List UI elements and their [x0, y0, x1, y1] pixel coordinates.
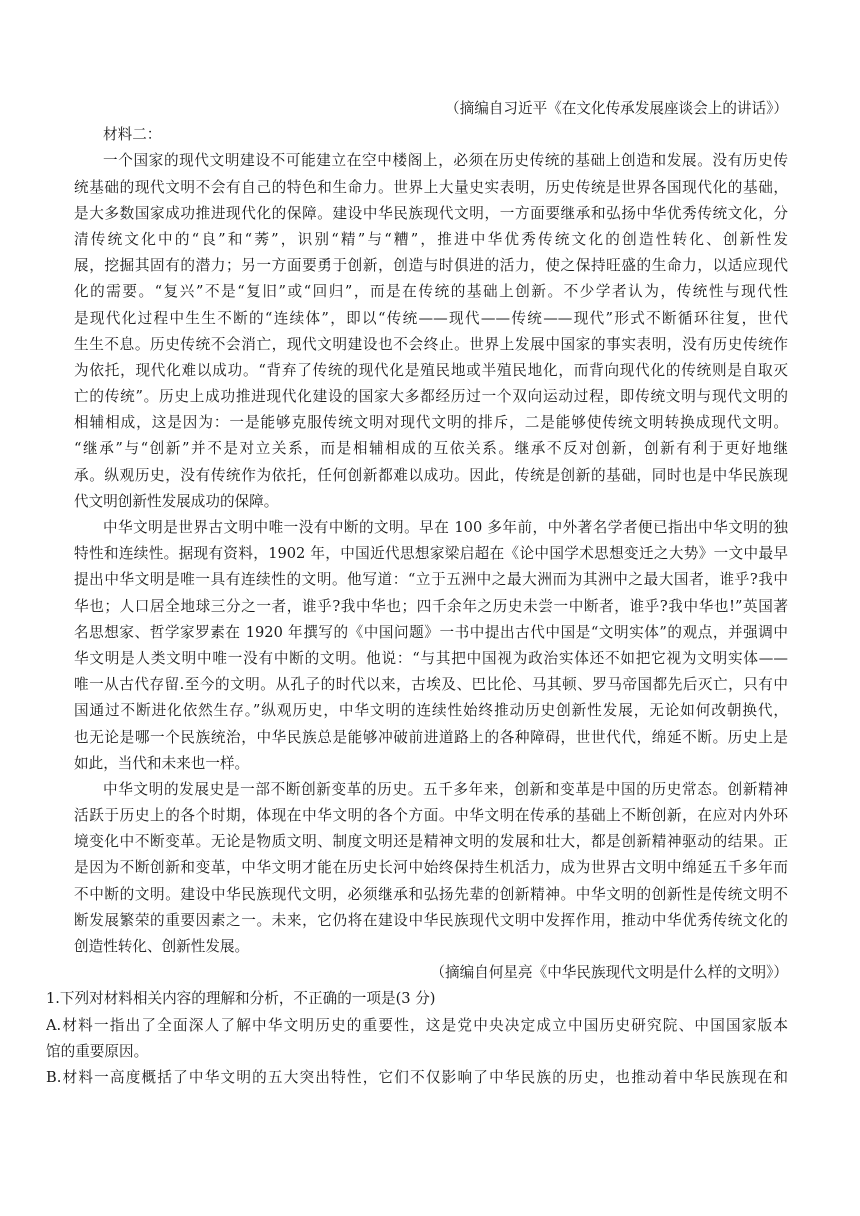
material-label: 材料二： — [103, 126, 162, 144]
paragraph-line: 清传统文化中的“良”和“莠”，识别“精”与“糟”，推进中华优秀传统文化的创造性转化、创新性发 — [74, 230, 788, 248]
paragraph-line: 化的需要。“复兴”不是“复旧”或“回归”，而是在传统的基础上创新。不少学者认为，传统性与现代性 — [74, 283, 788, 301]
source-citation-2: （摘编自何星亮《中华民族现代文明是什么样的文明》） — [430, 964, 788, 982]
paragraph-line: 提出中华文明是唯一具有连续性的文明。他写道：“立于五洲中之最大洲而为其洲中之最大国者，谁乎?我中 — [74, 571, 788, 589]
paragraph-3 — [74, 777, 788, 960]
paragraph-line: 华文明是人类文明中唯一没有中断的文明。他说：“与其把中国视为政治实体还不如把它视为文明实体—— — [74, 649, 788, 667]
document-page — [46, 96, 788, 1091]
option-a-line: 馆的重要原因。 — [46, 1042, 149, 1060]
paragraph-line: 代文明创新性发展成功的保障。 — [74, 492, 279, 510]
paragraph-line: 中华文明的发展史是一部不断创新变革的历史。五千多年来，创新和变革是中国的历史常态。创新精神 — [103, 780, 788, 798]
paragraph-line: 华也；人口居全地球三分之一者，谁乎?我中华也；四千余年之历史未尝一中断者，谁乎?我中华也!”英国著 — [74, 597, 788, 615]
paragraph-line: 是大多数国家成功推进现代化的保障。建设中华民族现代文明，一方面要继承和弘扬中华优秀传统文化，分 — [74, 204, 788, 222]
paragraph-line: “继承”与“创新”并不是对立关系，而是相辅相成的互依关系。继承不反对创新，创新有利于更好地继 — [74, 440, 788, 458]
paragraph-line: 是现代化过程中生生不断的“连续体”，即以“传统——现代——传统——现代”形式不断循环往复，世代 — [74, 309, 788, 327]
paragraph-line: 统基础的现代文明不会有自己的特色和生命力。世界上大量史实表明，历史传统是世界各国现代化的基础， — [74, 178, 788, 196]
paragraph-line: 为依托，现代化难以成功。“背弃了传统的现代化是殖民地或半殖民地化，而背向现代化的传统则是自取灭 — [74, 361, 788, 379]
paragraph-line: 展，挖掘其固有的潜力；另一方面要勇于创新，创造与时俱进的活力，使之保持旺盛的生命力，以适应现代 — [74, 257, 788, 275]
paragraph-line: 断发展繁荣的重要因素之一。未来，它仍将在建设中华民族现代文明中发挥作用，推动中华优秀传统文化的 — [74, 911, 788, 929]
paragraph-line: 特性和连续性。据现有资料，1902 年，中国近代思想家梁启超在《论中国学术思想变迁之大势》一文中最早 — [74, 545, 788, 563]
paragraph-line: 国通过不断进化依然生存。”纵观历史，中华文明的连续性始终推动历史创新性发展，无论如何改朝换代， — [74, 702, 788, 720]
source-citation-1: （摘编自习近平《在文化传承发展座谈会上的讲话》） — [445, 100, 788, 117]
paragraph-line: 是因为不断创新和变革，中华文明才能在历史长河中始终保持生机活力，成为世界古文明中绵延五千多年而 — [74, 859, 788, 877]
paragraph-line: 活跃于历史上的各个时期，体现在中华文明的各个方面。中华文明在传承的基础上不断创新，在应对内外环 — [74, 807, 788, 825]
paragraph-line: 创造性转化、创新性发展。 — [74, 938, 250, 955]
paragraph-line: 相辅相成，这是因为：一是能够克服传统文明对现代文明的排斥，二是能够使传统文明转换成现代文明。 — [74, 414, 788, 432]
option-b-line: B.材料一高度概括了中华文明的五大突出特性，它们不仅影响了中华民族的历史，也推动着中华民族现在和 — [46, 1068, 788, 1086]
paragraph-line: 境变化中不断变革。无论是物质文明、制度文明还是精神文明的发展和壮大，都是创新精神驱动的结果。正 — [74, 833, 788, 851]
paragraph-line: 亡的传统”。历史上成功推进现代化建设的国家大多都经历过一个双向运动过程，即传统文明与现代文明的 — [74, 388, 788, 406]
paragraph-line: 也无论是哪一个民族统治，中华民族总是能够冲破前进道路上的各种障碍，世世代代，绵延不断。历史上是 — [74, 728, 788, 746]
paragraph-line: 不中断的文明。建设中华民族现代文明，必须继承和弘扬先辈的创新精神。中华文明的创新性是传统文明不 — [74, 885, 788, 903]
question-stem: 1.下列对材料相关内容的理解和分析，不正确的一项是(3 分) — [46, 990, 436, 1008]
paragraph-line: 如此，当代和未来也一样。 — [74, 754, 250, 772]
paragraph-line: 生生不息。历史传统不会消亡，现代文明建设也不会终止。世界上发展中国家的事实表明，没有历史传统作 — [74, 335, 788, 353]
paragraph-line: 一个国家的现代文明建设不可能建立在空中楼阁上，必须在历史传统的基础上创造和发展。没有历史传 — [103, 152, 788, 170]
option-a-line: A.材料一指出了全面深人了解中华文明历史的重要性，这是党中央决定成立中国历史研究院、中国国家版本 — [46, 1016, 788, 1034]
paragraph-line: 唯一从古代存留.至今的文明。从孔子的时代以来，古埃及、巴比伦、马其顿、罗马帝国都先后灭亡，只有中 — [74, 676, 788, 694]
question-1 — [46, 986, 788, 1091]
paragraph-1 — [74, 148, 788, 515]
paragraph-line: 承。纵观历史，没有传统作为依托，任何创新都难以成功。因此，传统是创新的基础，同时也是中华民族现 — [74, 466, 788, 484]
paragraph-line: 名思想家、哲学家罗素在 1920 年撰写的《中国问题》一书中提出古代中国是“文明实体”的观点，并强调中 — [74, 623, 788, 641]
paragraph-line: 中华文明是世界古文明中唯一没有中断的文明。早在 100 多年前，中外著名学者便已指出中华文明的独 — [103, 519, 788, 536]
paragraph-2 — [74, 515, 788, 777]
